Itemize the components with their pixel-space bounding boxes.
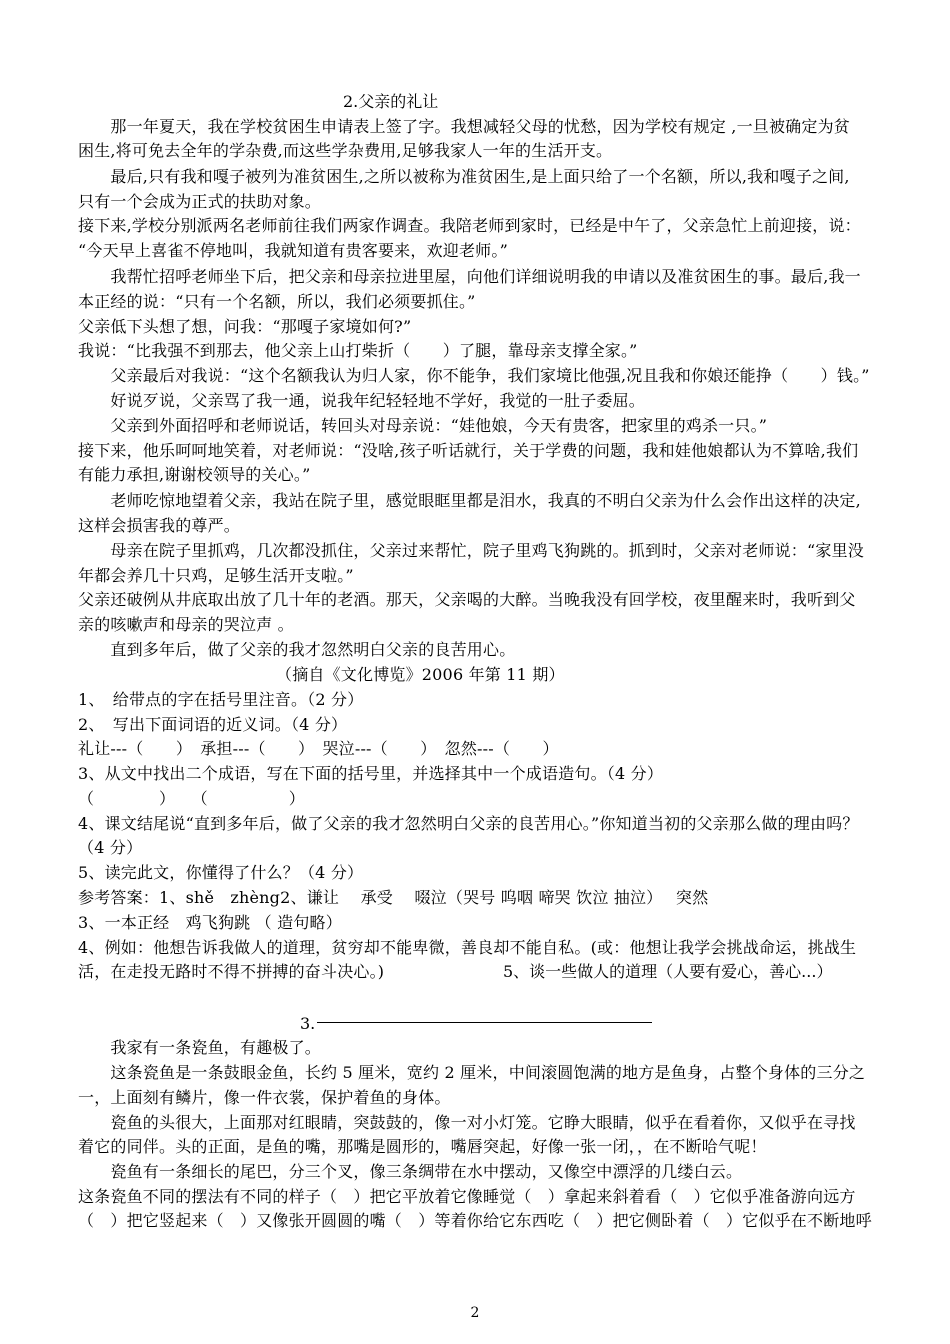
passage-line: “今天早上喜雀不停地叫，我就知道有贵客要来，欢迎老师。” xyxy=(78,241,508,260)
section-number: 3. xyxy=(300,1014,316,1033)
passage-line: 好说歹说，父亲骂了我一通，说我年纪轻轻地不学好，我觉的一肚子委屈。 xyxy=(78,391,646,410)
passage-line: 只有一个会成为正式的扶助对象。 xyxy=(78,192,322,211)
passage-line: 父亲低下头想了想，问我：“那嘎子家境如何?” xyxy=(78,317,412,336)
passage-line: 困生,将可免去全年的学杂费,而这些学杂费用,足够我家人一年的生活开支。 xyxy=(78,141,613,160)
section-title: 2.父亲的礼让 xyxy=(343,92,439,111)
answer-line: 5、谈一些做人的道理（人要有爱心，善心...） xyxy=(503,962,833,981)
passage-line: 父亲还破例从井底取出放了几十年的老酒。那天，父亲喝的大醉。当晚我没有回学校，夜里醒来时，我听到父 xyxy=(78,590,856,609)
question-item: 3、从文中找出二个成语，写在下面的括号里，并选择其中一个成语造句。（4 分） xyxy=(78,764,664,783)
answer-line: 活，在走投无路时不得不拼搏的奋斗决心。) xyxy=(78,962,385,981)
passage-line: 直到多年后，做了父亲的我才忽然明白父亲的良苦用心。 xyxy=(78,640,516,659)
passage-line: 这条瓷鱼是一条鼓眼金鱼，长约 5 厘米，宽约 2 厘米，中间滚圆饱满的地方是鱼身，占整个身体的三分之 xyxy=(78,1063,866,1082)
passage-line: 亲的咳嗽声和母亲的哭泣声 。 xyxy=(78,615,294,634)
passage-line: 接下来，他乐呵呵地笑着，对老师说：“没啥,孩子听话就行，关于学费的问题，我和娃他娘都认为不算啥,我们 xyxy=(78,441,859,460)
page-number: 2 xyxy=(470,1305,480,1321)
answer-line: 4、例如：他想告诉我做人的道理，贫穷却不能卑微，善良却不能自私。(或：他想让我学会挑战命运，挑战生 xyxy=(78,938,857,957)
passage-line: 最后,只有我和嘎子被列为准贫困生,之所以被称为准贫困生,是上面只给了一个名额，所以,我和嘎子之间, xyxy=(78,167,850,186)
question-item: 5、读完此文，你懂得了什么？（4 分） xyxy=(78,863,364,882)
title-blank-line xyxy=(317,1022,652,1023)
question-item: 4、课文结尾说“直到多年后，做了父亲的我才忽然明白父亲的良苦用心。”你知道当初的父亲那么做的理由吗？ xyxy=(78,814,859,833)
passage-line: 这条瓷鱼不同的摆法有不同的样子（ ）把它平放着它像睡觉（ ）拿起来斜着看（ ）它似乎准备游向远方 xyxy=(78,1187,856,1206)
passage-line: 着它的同伴。头的正面，是鱼的嘴，那嘴是圆形的，嘴唇突起，好像一张一闭，，在不断哈气呢！ xyxy=(78,1137,767,1156)
passage-line: 我帮忙招呼老师坐下后，把父亲和母亲拉进里屋，向他们详细说明我的申请以及准贫困生的事。最后,我一 xyxy=(78,267,861,286)
passage-line: 那一年夏天，我在学校贫困生申请表上签了字。我想减轻父母的忧愁，因为学校有规定 ,一旦被确定为贫 xyxy=(78,117,850,136)
passage-line: 瓷鱼有一条细长的尾巴，分三个叉，像三条绸带在水中摆动，又像空中漂浮的几缕白云。 xyxy=(78,1162,743,1181)
question-item: （4 分） xyxy=(78,838,143,857)
question-item: 1、 给带点的字在括号里注音。（2 分） xyxy=(78,690,364,709)
passage-line: 母亲在院子里抓鸡，几次都没抓住，父亲过来帮忙，院子里鸡飞狗跳的。抓到时，父亲对老师说：“家里没 xyxy=(78,541,864,560)
passage-line: 父亲到外面招呼和老师说话，转回头对母亲说：“娃他娘，今天有贵客，把家里的鸡杀一只。” xyxy=(78,416,768,435)
passage-line: 这样会损害我的尊严。 xyxy=(78,516,241,535)
section-title xyxy=(300,1014,652,1034)
passage-line: 我说：“比我强不到那去，他父亲上山打柴折（ ）了腿，靠母亲支撑全家。” xyxy=(78,341,638,360)
passage-line: 接下来,学校分别派两名老师前往我们两家作调查。我陪老师到家时，已经是中午了，父亲急忙上前迎接，说： xyxy=(78,216,861,235)
passage-line: 一，上面刻有鳞片，像一件衣裳，保护着鱼的身体。 xyxy=(78,1088,451,1107)
passage-line: 父亲最后对我说：“这个名额我认为归人家，你不能争，我们家境比他强,况且我和你娘还能挣（ ）钱。” xyxy=(78,366,870,385)
question-item: （ ） （ ） xyxy=(78,789,306,808)
question-item: 2、 写出下面词语的近义词。（4 分） xyxy=(78,715,348,734)
question-item: 礼让---（ ） 承担---（ ） 哭泣---（ ） 忽然---（ ） xyxy=(78,739,559,758)
passage-line: 年都会养几十只鸡，足够生活开支啦。” xyxy=(78,566,354,585)
answer-line: 参考答案：1、shě zhèng2、谦让 承受 啜泣（哭号 呜咽 啼哭 饮泣 抽泣） 突然 xyxy=(78,888,709,907)
passage-line: 我家有一条瓷鱼，有趣极了。 xyxy=(78,1038,322,1057)
answer-line: 3、一本正经 鸡飞狗跳 （ 造句略） xyxy=(78,913,342,932)
passage-line: （ ）把它竖起来（ ）又像张开圆圆的嘴（ ）等着你给它东西吃（ ）把它侧卧着（ ）它似乎在不断地呼 xyxy=(78,1211,872,1230)
passage-line: 有能力承担,谢谢校领导的关心。” xyxy=(78,465,311,484)
passage-line: 本正经的说：“只有一个名额，所以，我们必须要抓住。” xyxy=(78,292,476,311)
passage-line: 老师吃惊地望着父亲，我站在院子里，感觉眼眶里都是泪水，我真的不明白父亲为什么会作出这样的决定, xyxy=(78,491,861,510)
source-citation: （摘自《文化博览》2006 年第 11 期） xyxy=(276,665,565,684)
passage-line: 瓷鱼的头很大，上面那对红眼睛，突鼓鼓的，像一对小灯笼。它睁大眼睛，似乎在看着你，又似乎在寻找 xyxy=(78,1113,856,1132)
